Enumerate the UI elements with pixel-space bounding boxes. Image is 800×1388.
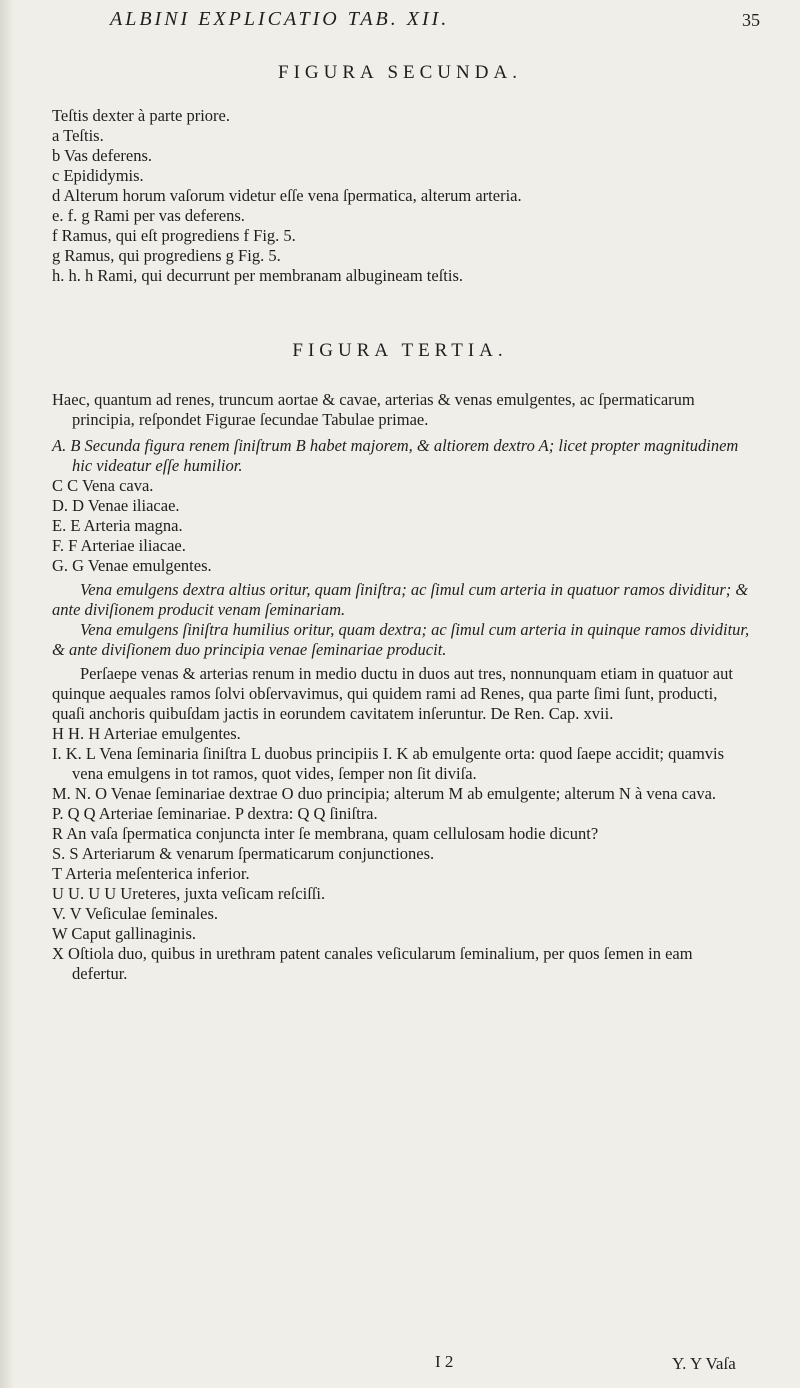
figura-tertia-legend bbox=[52, 390, 752, 984]
legend-entry: F. F Arteriae iliacae. bbox=[52, 536, 186, 555]
legend-entry: M. N. O Venae ſeminariae dextrae O duo principia; alterum M ab emulgente; alterum N à vena cava. bbox=[52, 784, 717, 803]
figura-tertia-title: FIGURA TERTIA. bbox=[292, 340, 508, 361]
legend-line: h. h. h Rami, qui decurrunt per membranam albugineam teſtis. bbox=[52, 266, 464, 285]
legend-line: e. f. g Rami per vas deferens. bbox=[52, 206, 245, 225]
legend-entry: S. S Arteriarum & venarum ſpermaticarum conjunctiones. bbox=[52, 844, 435, 863]
legend-line: c Epididymis. bbox=[52, 166, 144, 185]
paragraph-perfaepe: Perſaepe venas & arterias renum in medio ductu in duos aut tres, nonnunquam etiam in quatuor aut quinque aequales ramos ſolvi obſervavimus, qui quidem rami ad Renes, qua parte ſimi ſunt, producti, quaſi anchoris quibuſdam jactis in eorundem cavitatem inſeruntur. De Ren. Cap. xvii. bbox=[52, 664, 733, 723]
paragraph-vena-sinistra: Vena emulgens ſiniſtra humilius oritur, quam dextra; ac ſimul cum arteria in quinque ramos dividitur, & ante diviſionem duo principia venae ſeminariae producit. bbox=[52, 620, 750, 659]
legend-entry: D. D Venae iliacae. bbox=[52, 496, 180, 515]
signature-mark: I 2 bbox=[435, 1352, 454, 1371]
legend-line: f Ramus, qui eſt progrediens f Fig. 5. bbox=[52, 226, 296, 245]
legend-entry: P. Q Q Arteriae ſeminariae. P dextra: Q Q ſiniſtra. bbox=[52, 804, 378, 823]
legend-entry: H H. H Arteriae emulgentes. bbox=[52, 724, 241, 743]
legend-entry: V. V Veſiculae ſeminales. bbox=[52, 904, 219, 923]
legend-line: d Alterum horum vaſorum videtur eſſe vena ſpermatica, alterum arteria. bbox=[52, 186, 522, 205]
intro-paragraph: Haec, quantum ad renes, truncum aortae & cavae, arterias & venas emulgentes, ac ſpermaticarum principia, reſpondet Figurae ſecundae Tabulae primae. bbox=[52, 390, 695, 429]
legend-entry: C C Vena cava. bbox=[52, 476, 154, 495]
figura-secunda-legend bbox=[52, 106, 752, 286]
running-title: ALBINI EXPLICATIO TAB. XII. bbox=[110, 8, 450, 30]
catchword: Y. Y Vaſa bbox=[672, 1354, 736, 1373]
legend-entry: G. G Venae emulgentes. bbox=[52, 556, 212, 575]
page-number: 35 bbox=[742, 10, 760, 30]
legend-line: Teſtis dexter à parte priore. bbox=[52, 106, 230, 125]
figura-secunda-title: FIGURA SECUNDA. bbox=[278, 62, 522, 83]
legend-line: a Teſtis. bbox=[52, 126, 104, 145]
running-header bbox=[110, 8, 730, 31]
legend-entry: U U. U U Ureteres, juxta veſicam reſciſſi. bbox=[52, 884, 326, 903]
legend-entry: I. K. L Vena ſeminaria ſiniſtra L duobus principiis I. K ab emulgente orta: quod ſaepe accidit; quamvis vena emulgens in tot ramos, quot vides, ſemper non ſit diviſa. bbox=[52, 744, 725, 783]
legend-entry: R An vaſa ſpermatica conjuncta inter ſe membrana, quam cellulosam hodie dicunt? bbox=[52, 824, 599, 843]
legend-entry: W Caput gallinaginis. bbox=[52, 924, 197, 943]
legend-entry: X Oſtiola duo, quibus in urethram patent canales veſicularum ſeminalium, per quos ſemen in eam defertur. bbox=[52, 944, 693, 983]
legend-entry: A. B Secunda figura renem ſiniſtrum B habet majorem, & altiorem dextro A; licet propter magnitudinem hic videatur eſſe humilior. bbox=[52, 436, 739, 475]
legend-entry: T Arteria meſenterica inferior. bbox=[52, 864, 250, 883]
legend-entry: E. E Arteria magna. bbox=[52, 516, 183, 535]
paragraph-vena-dextra: Vena emulgens dextra altius oritur, quam ſiniſtra; ac ſimul cum arteria in quatuor ramos dividitur; & ante diviſionem producit venam ſeminariam. bbox=[52, 580, 749, 619]
legend-line: g Ramus, qui progrediens g Fig. 5. bbox=[52, 246, 281, 265]
page-gutter-shadow bbox=[0, 0, 14, 1388]
legend-line: b Vas deferens. bbox=[52, 146, 153, 165]
